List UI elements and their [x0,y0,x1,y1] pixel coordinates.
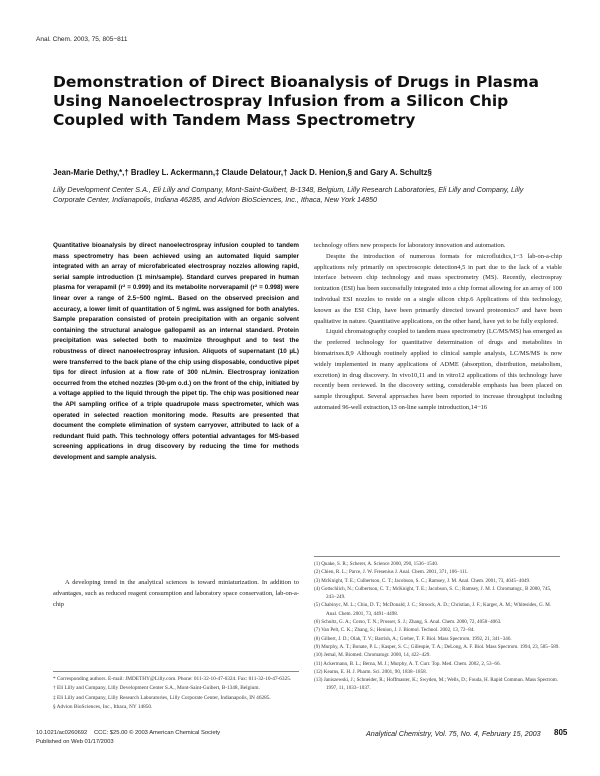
copyright: CCC: $25.00 © 2003 American Chemical Society [94,730,221,736]
reference-item: (6) Schultz, G. A.; Corso, T. N.; Prosser, S. J.; Zhang, S. Anal. Chem. 2000, 72, 4058−4063. [314,619,502,626]
references [314,560,562,693]
footnote-dagger: † Eli Lilly and Company, Lilly Development Center S.A., Mont-Saint-Guibert, B-1348, Belgium. [53,685,260,692]
reference-item: (8) Gilbert, J. D.; Olah, T. V.; Barrish, A.; Greber, T. F. Biol. Mass Spectrom. 1992, 21, 341−346. [314,635,512,642]
reference-item: (3) McKnight, T. E.; Culbertson, C. T.; Jacobson, S. C.; Ramsey, J. M. Anal. Chem. 2001, 73, 4045−4049. [314,577,531,584]
footer-journal: Analytical Chemistry, Vol. 75, No. 4, February 15, 2003 [366,729,541,738]
reference-item: (4) Gottschlich, N.; Culbertson, C. T.; McKnight, T. E.; Jacobson, S. C.; Ramsey, J. M. J. Chromatogr., B 2000, 745, 243−249. [314,585,552,601]
journal-reference: Anal. Chem. 2003, 75, 805−811 [36,36,128,43]
affiliation: Lilly Development Center S.A., Eli Lilly and Company, Mont-Saint-Guibert, B-1348, Belgium, Lilly Research Laboratories, Eli Lilly and Company, Lilly Corporate Center, Indianapolis, Indiana 46285, and Advion BioSciences, Inc., Ithaca, New York 14850 [53,185,524,205]
footnote-section: § Advion BioSciences, Inc., Ithaca, NY 14850. [53,704,153,711]
intro-paragraph: A developing trend in the analytical sciences is toward miniaturization. In addition to advantages, such as reduced reagent consumption and laboratory space conservation, lab-on-a-chip [53,579,299,608]
introduction [53,578,299,610]
article-title: Demonstration of Direct Bioanalysis of Drugs in Plasma Using Nanoelectrospray Infusion from a Silicon Chip Coupled with Tandem Mass Spectrometry [53,73,539,129]
reference-item: (2) Chien, R. L.; Parce, J. W. Fresenius J. Anal. Chem. 2001, 371, 106−111. [314,569,469,576]
reference-item: (11) Ackermann, B. L.; Berna, M. J.; Murphy, A. T. Curr. Top. Med. Chem. 2002, 2, 53−66. [314,660,501,667]
reference-item: (13) Janiszewski, J.; Schneider, R.; Hoffmaster, K.; Swyden, M.; Wells, D.; Fouda, H. Rapid Commun. Mass Spectrom. 1997, 11, 1033−1037. [314,677,559,692]
doi: 10.1021/ac0260692 [36,730,88,736]
abstract: Quantitative bioanalysis by direct nanoelectrospray infusion coupled to tandem mass spectrometry has been achieved using an automated liquid sampler integrated with an array of microfabricated electrospray nozzles allowing rapid, serial sample introduction (1 min/sample). Standard curves prepared in human plasma for verapamil (r² = 0.999) and its metabolite norverapamil (r² = 0.998) were linear over a range of 2.5−500 ng/mL. Based on the observed precision and accuracy, a lower limit of quantitation of 5 ng/mL was assigned for both analytes. Sample preparation consisted of protein precipitation with an organic solvent containing the structural analogue gallopamil as an internal standard. Protein precipitation was selected both to maximize throughput and to test the robustness of direct nanoelectrospray infusion. Aliquots of supernatant (10 µL) were transferred to the back plane of the chip using disposable, conductive pipet tips for direct infusion at a flow rate of 300 nL/min. Electrospray ionization occurred from the etched nozzles (30-µm o.d.) on the front of the chip, initiated by a voltage applied to the liquid through the pipet tip. The chip was positioned near the API sampling orifice of a triple quadrupole mass spectrometer, which was operated in selected reaction monitoring mode. Results are presented that document the complete elimination of system carryover, attributed to lack of a redundant fluid path. This technology offers potential advantages for MS-based screening applications in drug discovery by reducing the time for methods development and sample analysis. [53,242,299,461]
footnotes [53,675,299,713]
body-paragraph: Liquid chromatography coupled to tandem mass spectrometry (LC/MS/MS) has emerged as the preferred technology for quantitative determination of drugs and metabolites in biomatrixes.8,9 Although routinely applied to clinical sample analysis, LC/MS/MS is now widely implemented in many applications of ADME (absorption, distribution, metabolism, excretion) in drug discovery. In vivo10,11 and in vitro12 applications of this technology have recently been reviewed. In the discovery setting, considerable emphasis has been placed on sample throughput. Several approaches have been reported to increase throughput including automated 96-well extraction,13 on-line sample introduction,14−16 [314,328,562,411]
references-divider [314,556,560,557]
page-number: 805 [554,728,568,737]
published-date: Published on Web 01/17/2003 [36,739,114,745]
footnote-double-dagger: ‡ Eli Lilly and Company, Lilly Research Laboratories, Lilly Corporate Center, Indianapolis, IN 46285. [53,694,271,701]
reference-item: (5) Chabinyc, M. L.; Chiu, D. T.; McDonald, J. C.; Stroock, A. D.; Christian, J. F.; Karger, A. M.; Whitesides, G. M. Anal. Chem. 2001, 73, 4491−4498. [314,602,551,617]
reference-item: (12) Kearns, E. H. J. Pharm. Sci. 2001, 90, 1838−1858. [314,668,427,675]
reference-item: (10) Jemal, M. Biomed. Chromatogr. 2000, 14, 422−429. [314,652,431,659]
footnote-corresponding: * Corresponding authors. E-mail: JMDETHY@Lilly.com. Phone: 011-32-10-47-6324. Fax: 011-32-10-47-6325. [53,676,292,682]
reference-item: (7) Van Pelt, C. K.; Zhang, S.; Henion, J. J. Biomol. Technol. 2002, 13, 72−84. [314,627,475,634]
right-column-body [314,241,562,414]
author-list: Jean-Marie Dethy,*,† Bradley L. Ackermann,‡ Claude Delatour,† Jack D. Henion,§ and Gary A. Schultz§ [53,168,432,177]
reference-item: (9) Murphy, A. T.; Bonate, P. L.; Kasper, S. C.; Gillespie, T. A.; DeLong, A. F. Biol. Mass Spectrom. 1994, 23, 585−589. [314,643,560,650]
body-paragraph: Despite the introduction of numerous formats for microfluidics,1−3 lab-on-a-chip applications rely primarily on spectroscopic detection4,5 in part due to the lack of a viable interface between chip technology and mass spectrometry (MS). Recently, electrospray ionization (ESI) has been successfully integrated into a chip format allowing for an array of 100 individual ESI nozzles to reside on a single silicon chip.6 Applications of this technology, known as the ESI Chip, have been primarily directed toward proteomics7 and have been qualitative in nature. Quantitative applications, on the other hand, have yet to be fully explored. [314,252,562,325]
footnote-divider [53,671,299,672]
body-paragraph: technology offers new prospects for laboratory innovation and automation. [314,242,506,249]
reference-item: (1) Quake, S. R.; Scherer, A. Science 2000, 290, 1536−1540. [314,561,439,567]
